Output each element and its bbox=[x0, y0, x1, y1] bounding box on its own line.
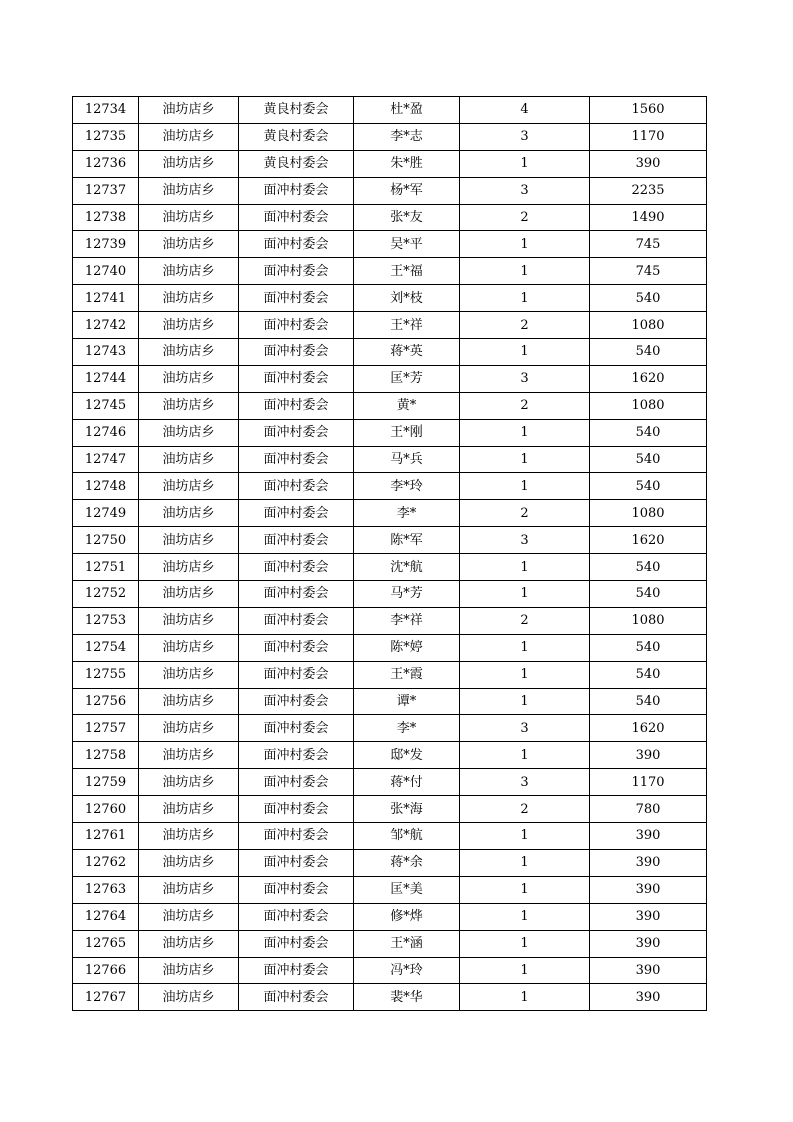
record-number: 12764 bbox=[73, 903, 139, 930]
amount-cell: 1620 bbox=[590, 365, 707, 392]
household-count-cell: 2 bbox=[460, 500, 590, 527]
name-cell: 邸*发 bbox=[354, 742, 460, 769]
name-cell: 沈*航 bbox=[354, 554, 460, 581]
amount-cell: 540 bbox=[590, 688, 707, 715]
amount-cell: 1560 bbox=[590, 97, 707, 124]
household-count-cell: 1 bbox=[460, 688, 590, 715]
household-count-cell: 1 bbox=[460, 554, 590, 581]
household-count-cell: 1 bbox=[460, 849, 590, 876]
name-cell: 修*烨 bbox=[354, 903, 460, 930]
record-number: 12737 bbox=[73, 177, 139, 204]
village-committee-cell: 面冲村委会 bbox=[239, 796, 354, 823]
township-cell: 油坊店乡 bbox=[139, 527, 239, 554]
record-number: 12766 bbox=[73, 957, 139, 984]
record-number: 12759 bbox=[73, 769, 139, 796]
amount-cell: 745 bbox=[590, 258, 707, 285]
household-count-cell: 1 bbox=[460, 150, 590, 177]
village-committee-cell: 面冲村委会 bbox=[239, 634, 354, 661]
table-row bbox=[73, 419, 707, 446]
household-count-cell: 3 bbox=[460, 123, 590, 150]
name-cell: 蒋*付 bbox=[354, 769, 460, 796]
table-row bbox=[73, 849, 707, 876]
record-number: 12754 bbox=[73, 634, 139, 661]
amount-cell: 1490 bbox=[590, 204, 707, 231]
record-number: 12763 bbox=[73, 876, 139, 903]
record-number: 12736 bbox=[73, 150, 139, 177]
record-number: 12742 bbox=[73, 312, 139, 339]
record-number: 12753 bbox=[73, 607, 139, 634]
table-row bbox=[73, 97, 707, 124]
name-cell: 杨*军 bbox=[354, 177, 460, 204]
township-cell: 油坊店乡 bbox=[139, 365, 239, 392]
name-cell: 马*芳 bbox=[354, 581, 460, 608]
village-committee-cell: 面冲村委会 bbox=[239, 446, 354, 473]
name-cell: 蒋*英 bbox=[354, 339, 460, 366]
amount-cell: 1080 bbox=[590, 607, 707, 634]
amount-cell: 390 bbox=[590, 742, 707, 769]
village-committee-cell: 黄良村委会 bbox=[239, 123, 354, 150]
village-committee-cell: 面冲村委会 bbox=[239, 688, 354, 715]
village-committee-cell: 面冲村委会 bbox=[239, 849, 354, 876]
township-cell: 油坊店乡 bbox=[139, 500, 239, 527]
amount-cell: 390 bbox=[590, 823, 707, 850]
household-count-cell: 1 bbox=[460, 876, 590, 903]
amount-cell: 1620 bbox=[590, 715, 707, 742]
table-row bbox=[73, 285, 707, 312]
amount-cell: 390 bbox=[590, 876, 707, 903]
township-cell: 油坊店乡 bbox=[139, 312, 239, 339]
township-cell: 油坊店乡 bbox=[139, 177, 239, 204]
record-number: 12757 bbox=[73, 715, 139, 742]
village-committee-cell: 面冲村委会 bbox=[239, 876, 354, 903]
village-committee-cell: 面冲村委会 bbox=[239, 204, 354, 231]
amount-cell: 745 bbox=[590, 231, 707, 258]
record-number: 12749 bbox=[73, 500, 139, 527]
amount-cell: 540 bbox=[590, 634, 707, 661]
township-cell: 油坊店乡 bbox=[139, 742, 239, 769]
name-cell: 陈*军 bbox=[354, 527, 460, 554]
name-cell: 李*志 bbox=[354, 123, 460, 150]
village-committee-cell: 面冲村委会 bbox=[239, 177, 354, 204]
household-count-cell: 1 bbox=[460, 930, 590, 957]
record-number: 12741 bbox=[73, 285, 139, 312]
amount-cell: 540 bbox=[590, 419, 707, 446]
township-cell: 油坊店乡 bbox=[139, 150, 239, 177]
table-row bbox=[73, 392, 707, 419]
roster-table-body bbox=[73, 97, 707, 1011]
village-committee-cell: 面冲村委会 bbox=[239, 607, 354, 634]
name-cell: 冯*玲 bbox=[354, 957, 460, 984]
village-committee-cell: 面冲村委会 bbox=[239, 661, 354, 688]
name-cell: 陈*婷 bbox=[354, 634, 460, 661]
village-committee-cell: 面冲村委会 bbox=[239, 392, 354, 419]
name-cell: 蒋*余 bbox=[354, 849, 460, 876]
village-committee-cell: 面冲村委会 bbox=[239, 312, 354, 339]
village-committee-cell: 面冲村委会 bbox=[239, 903, 354, 930]
table-row bbox=[73, 150, 707, 177]
record-number: 12756 bbox=[73, 688, 139, 715]
record-number: 12739 bbox=[73, 231, 139, 258]
amount-cell: 1080 bbox=[590, 312, 707, 339]
village-committee-cell: 面冲村委会 bbox=[239, 365, 354, 392]
record-number: 12744 bbox=[73, 365, 139, 392]
table-row bbox=[73, 473, 707, 500]
village-committee-cell: 面冲村委会 bbox=[239, 500, 354, 527]
table-row bbox=[73, 984, 707, 1011]
village-committee-cell: 面冲村委会 bbox=[239, 957, 354, 984]
household-count-cell: 2 bbox=[460, 392, 590, 419]
record-number: 12740 bbox=[73, 258, 139, 285]
table-row bbox=[73, 123, 707, 150]
record-number: 12748 bbox=[73, 473, 139, 500]
amount-cell: 2235 bbox=[590, 177, 707, 204]
table-row bbox=[73, 688, 707, 715]
village-committee-cell: 面冲村委会 bbox=[239, 258, 354, 285]
household-count-cell: 3 bbox=[460, 365, 590, 392]
record-number: 12751 bbox=[73, 554, 139, 581]
household-count-cell: 3 bbox=[460, 769, 590, 796]
household-count-cell: 2 bbox=[460, 204, 590, 231]
household-count-cell: 1 bbox=[460, 742, 590, 769]
household-count-cell: 1 bbox=[460, 258, 590, 285]
name-cell: 谭* bbox=[354, 688, 460, 715]
table-row bbox=[73, 742, 707, 769]
name-cell: 马*兵 bbox=[354, 446, 460, 473]
amount-cell: 390 bbox=[590, 849, 707, 876]
township-cell: 油坊店乡 bbox=[139, 823, 239, 850]
table-row bbox=[73, 661, 707, 688]
table-row bbox=[73, 446, 707, 473]
village-committee-cell: 面冲村委会 bbox=[239, 581, 354, 608]
household-count-cell: 2 bbox=[460, 796, 590, 823]
table-row bbox=[73, 177, 707, 204]
township-cell: 油坊店乡 bbox=[139, 204, 239, 231]
township-cell: 油坊店乡 bbox=[139, 607, 239, 634]
name-cell: 王*霞 bbox=[354, 661, 460, 688]
township-cell: 油坊店乡 bbox=[139, 957, 239, 984]
village-committee-cell: 面冲村委会 bbox=[239, 554, 354, 581]
name-cell: 王*祥 bbox=[354, 312, 460, 339]
name-cell: 杜*盈 bbox=[354, 97, 460, 124]
table-row bbox=[73, 581, 707, 608]
table-row bbox=[73, 312, 707, 339]
township-cell: 油坊店乡 bbox=[139, 554, 239, 581]
record-number: 12746 bbox=[73, 419, 139, 446]
table-row bbox=[73, 634, 707, 661]
table-row bbox=[73, 339, 707, 366]
household-count-cell: 1 bbox=[460, 231, 590, 258]
name-cell: 王*福 bbox=[354, 258, 460, 285]
village-committee-cell: 面冲村委会 bbox=[239, 930, 354, 957]
record-number: 12762 bbox=[73, 849, 139, 876]
township-cell: 油坊店乡 bbox=[139, 930, 239, 957]
amount-cell: 540 bbox=[590, 554, 707, 581]
township-cell: 油坊店乡 bbox=[139, 984, 239, 1011]
household-count-cell: 3 bbox=[460, 177, 590, 204]
amount-cell: 540 bbox=[590, 473, 707, 500]
name-cell: 邹*航 bbox=[354, 823, 460, 850]
name-cell: 吴*平 bbox=[354, 231, 460, 258]
amount-cell: 1170 bbox=[590, 769, 707, 796]
township-cell: 油坊店乡 bbox=[139, 339, 239, 366]
name-cell: 裴*华 bbox=[354, 984, 460, 1011]
amount-cell: 390 bbox=[590, 150, 707, 177]
household-count-cell: 4 bbox=[460, 97, 590, 124]
household-count-cell: 1 bbox=[460, 473, 590, 500]
name-cell: 黄* bbox=[354, 392, 460, 419]
township-cell: 油坊店乡 bbox=[139, 849, 239, 876]
record-number: 12734 bbox=[73, 97, 139, 124]
township-cell: 油坊店乡 bbox=[139, 419, 239, 446]
record-number: 12752 bbox=[73, 581, 139, 608]
township-cell: 油坊店乡 bbox=[139, 876, 239, 903]
village-committee-cell: 面冲村委会 bbox=[239, 339, 354, 366]
township-cell: 油坊店乡 bbox=[139, 392, 239, 419]
village-committee-cell: 面冲村委会 bbox=[239, 231, 354, 258]
amount-cell: 1080 bbox=[590, 392, 707, 419]
table-row bbox=[73, 204, 707, 231]
amount-cell: 540 bbox=[590, 285, 707, 312]
township-cell: 油坊店乡 bbox=[139, 446, 239, 473]
township-cell: 油坊店乡 bbox=[139, 715, 239, 742]
township-cell: 油坊店乡 bbox=[139, 581, 239, 608]
name-cell: 李*玲 bbox=[354, 473, 460, 500]
amount-cell: 390 bbox=[590, 984, 707, 1011]
village-committee-cell: 面冲村委会 bbox=[239, 527, 354, 554]
amount-cell: 390 bbox=[590, 930, 707, 957]
record-number: 12761 bbox=[73, 823, 139, 850]
household-count-cell: 1 bbox=[460, 661, 590, 688]
record-number: 12735 bbox=[73, 123, 139, 150]
village-committee-cell: 面冲村委会 bbox=[239, 742, 354, 769]
table-row bbox=[73, 554, 707, 581]
table-row bbox=[73, 796, 707, 823]
name-cell: 李* bbox=[354, 715, 460, 742]
record-number: 12738 bbox=[73, 204, 139, 231]
record-number: 12750 bbox=[73, 527, 139, 554]
name-cell: 王*刚 bbox=[354, 419, 460, 446]
township-cell: 油坊店乡 bbox=[139, 285, 239, 312]
table-row bbox=[73, 930, 707, 957]
township-cell: 油坊店乡 bbox=[139, 796, 239, 823]
table-row bbox=[73, 876, 707, 903]
township-cell: 油坊店乡 bbox=[139, 473, 239, 500]
name-cell: 李* bbox=[354, 500, 460, 527]
household-count-cell: 1 bbox=[460, 581, 590, 608]
record-number: 12758 bbox=[73, 742, 139, 769]
amount-cell: 540 bbox=[590, 446, 707, 473]
amount-cell: 540 bbox=[590, 661, 707, 688]
amount-cell: 390 bbox=[590, 903, 707, 930]
table-row bbox=[73, 527, 707, 554]
record-number: 12755 bbox=[73, 661, 139, 688]
amount-cell: 1080 bbox=[590, 500, 707, 527]
table-row bbox=[73, 957, 707, 984]
table-row bbox=[73, 769, 707, 796]
village-committee-cell: 面冲村委会 bbox=[239, 715, 354, 742]
household-count-cell: 2 bbox=[460, 607, 590, 634]
name-cell: 张*海 bbox=[354, 796, 460, 823]
amount-cell: 1170 bbox=[590, 123, 707, 150]
township-cell: 油坊店乡 bbox=[139, 769, 239, 796]
township-cell: 油坊店乡 bbox=[139, 634, 239, 661]
record-number: 12765 bbox=[73, 930, 139, 957]
township-cell: 油坊店乡 bbox=[139, 231, 239, 258]
village-committee-cell: 黄良村委会 bbox=[239, 97, 354, 124]
amount-cell: 540 bbox=[590, 581, 707, 608]
record-number: 12767 bbox=[73, 984, 139, 1011]
township-cell: 油坊店乡 bbox=[139, 903, 239, 930]
household-count-cell: 1 bbox=[460, 285, 590, 312]
township-cell: 油坊店乡 bbox=[139, 258, 239, 285]
record-number: 12745 bbox=[73, 392, 139, 419]
record-number: 12743 bbox=[73, 339, 139, 366]
household-count-cell: 1 bbox=[460, 957, 590, 984]
household-count-cell: 1 bbox=[460, 446, 590, 473]
household-count-cell: 1 bbox=[460, 339, 590, 366]
name-cell: 刘*枝 bbox=[354, 285, 460, 312]
amount-cell: 1620 bbox=[590, 527, 707, 554]
table-row bbox=[73, 715, 707, 742]
table-row bbox=[73, 231, 707, 258]
township-cell: 油坊店乡 bbox=[139, 661, 239, 688]
village-committee-cell: 面冲村委会 bbox=[239, 473, 354, 500]
table-row bbox=[73, 823, 707, 850]
table-row bbox=[73, 365, 707, 392]
household-count-cell: 3 bbox=[460, 715, 590, 742]
household-count-cell: 3 bbox=[460, 527, 590, 554]
name-cell: 王*涵 bbox=[354, 930, 460, 957]
township-cell: 油坊店乡 bbox=[139, 688, 239, 715]
table-row bbox=[73, 607, 707, 634]
name-cell: 匡*美 bbox=[354, 876, 460, 903]
name-cell: 李*祥 bbox=[354, 607, 460, 634]
household-count-cell: 2 bbox=[460, 312, 590, 339]
village-committee-cell: 面冲村委会 bbox=[239, 984, 354, 1011]
household-count-cell: 1 bbox=[460, 823, 590, 850]
table-row bbox=[73, 903, 707, 930]
village-committee-cell: 面冲村委会 bbox=[239, 285, 354, 312]
amount-cell: 780 bbox=[590, 796, 707, 823]
amount-cell: 540 bbox=[590, 339, 707, 366]
roster-table bbox=[72, 96, 707, 1011]
household-count-cell: 1 bbox=[460, 903, 590, 930]
table-row bbox=[73, 258, 707, 285]
household-count-cell: 1 bbox=[460, 634, 590, 661]
village-committee-cell: 面冲村委会 bbox=[239, 769, 354, 796]
village-committee-cell: 面冲村委会 bbox=[239, 419, 354, 446]
household-count-cell: 1 bbox=[460, 419, 590, 446]
amount-cell: 390 bbox=[590, 957, 707, 984]
village-committee-cell: 黄良村委会 bbox=[239, 150, 354, 177]
village-committee-cell: 面冲村委会 bbox=[239, 823, 354, 850]
township-cell: 油坊店乡 bbox=[139, 123, 239, 150]
name-cell: 朱*胜 bbox=[354, 150, 460, 177]
household-count-cell: 1 bbox=[460, 984, 590, 1011]
record-number: 12747 bbox=[73, 446, 139, 473]
name-cell: 张*友 bbox=[354, 204, 460, 231]
name-cell: 匡*芳 bbox=[354, 365, 460, 392]
township-cell: 油坊店乡 bbox=[139, 97, 239, 124]
table-row bbox=[73, 500, 707, 527]
record-number: 12760 bbox=[73, 796, 139, 823]
